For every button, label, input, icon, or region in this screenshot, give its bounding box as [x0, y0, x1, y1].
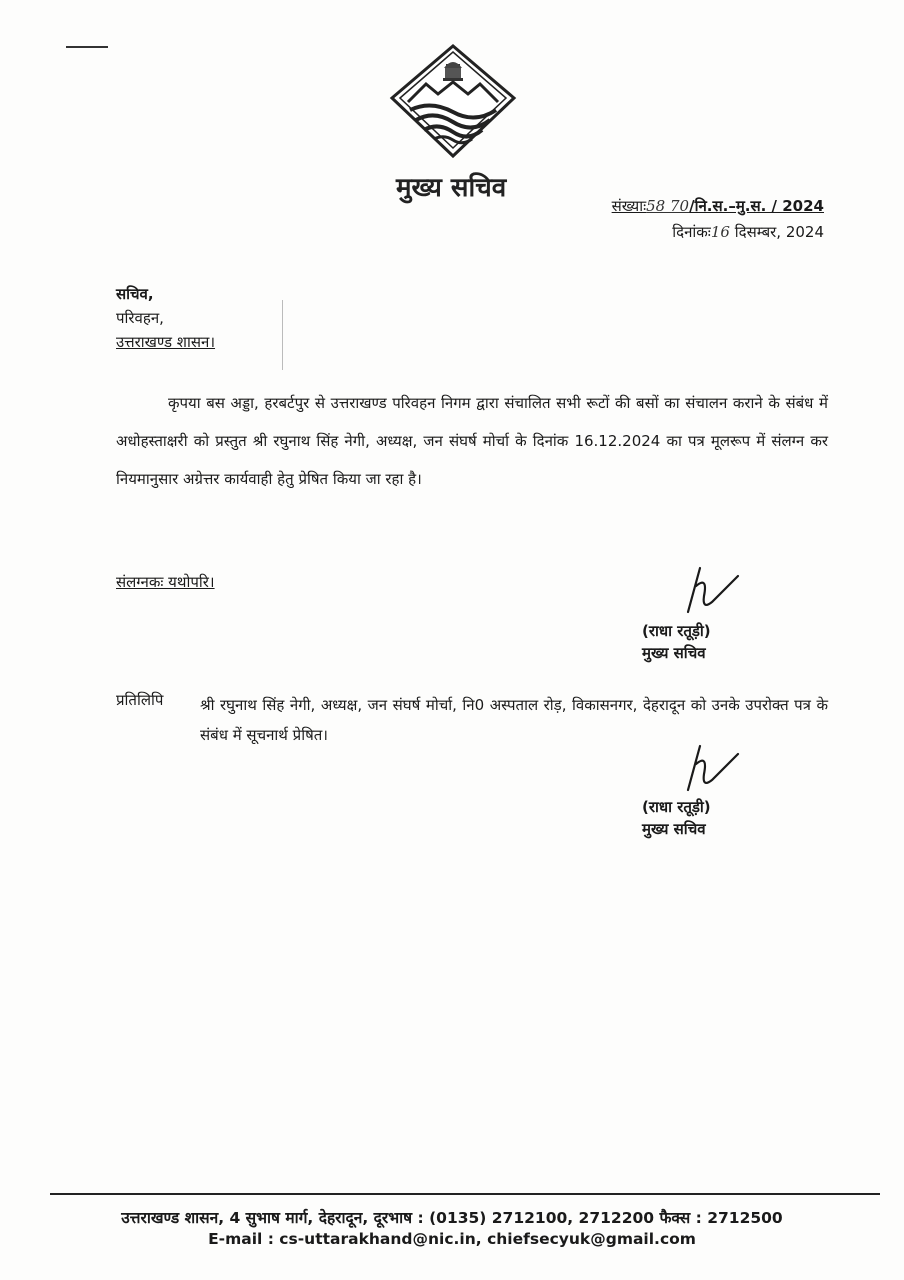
- letter-date: [672, 222, 824, 242]
- state-emblem-icon: [386, 40, 520, 160]
- reference-label: संख्याः: [611, 197, 647, 215]
- addressee-block: [116, 282, 215, 354]
- date-handwritten-day: 16: [710, 223, 730, 241]
- signatory-2: [642, 796, 711, 840]
- copy-text: श्री रघुनाथ सिंह नेगी, अध्यक्ष, जन संघर्ष मोर्चा, नि0 अस्पताल रोड़, विकासनगर, देहरादून को उनके उपरोक्त पत्र के संबंध में सूचनार्थ प्रेषित।: [200, 696, 828, 744]
- addressee-line-1: सचिव,: [116, 285, 154, 303]
- enclosure-text: संलग्नकः यथोपरि।: [116, 573, 215, 591]
- addressee-line-3: उत्तराखण्ड शासन।: [116, 333, 216, 351]
- footer-divider: [50, 1193, 880, 1195]
- body-paragraph: कृपया बस अड्डा, हरबर्टपुर से उत्तराखण्ड परिवहन निगम द्वारा संचालित सभी रूटों की बसों का संचालन कराने के संबंध में अधोहस्ताक्षरी को प्रस्तुत श्री रघुनाथ सिंह नेगी, अध्यक्ष, जन संघर्ष मोर्चा के दिनांक 16.12.2024 का पत्र मूलरूप में संलग्न कर नियमानुसार अग्रेत्तर कार्यवाही हेतु प्रेषित किया जा रहा है।: [116, 394, 828, 488]
- signatory-2-designation: मुख्य सचिव: [642, 820, 706, 838]
- scan-artifact-line: [282, 300, 283, 370]
- signature-2: [676, 744, 746, 794]
- office-title: मुख्य सचिव: [396, 173, 507, 203]
- footer-email: E-mail : cs-uttarakhand@nic.in, chiefsecyuk@gmail.com: [208, 1230, 696, 1248]
- addressee-line-2: परिवहन,: [116, 309, 164, 327]
- enclosure-note: [116, 572, 215, 592]
- signature-1: [676, 566, 746, 616]
- signatory-2-name: (राधा रतूड़ी): [642, 798, 711, 816]
- reference-handwritten-number: 58 70: [646, 197, 690, 215]
- signatory-1-designation: मुख्य सचिव: [642, 644, 706, 662]
- footer-address: उत्तराखण्ड शासन, 4 सुभाष मार्ग, देहरादून, दूरभाष : (0135) 2712100, 2712200 फैक्स : 2712500: [121, 1209, 783, 1227]
- top-mark: [66, 46, 108, 48]
- date-label: दिनांकः: [672, 223, 711, 241]
- date-rest: दिसम्बर, 2024: [734, 223, 824, 241]
- signatory-1-name: (राधा रतूड़ी): [642, 622, 711, 640]
- reference-number: [612, 196, 824, 216]
- copy-label: प्रतिलिपि: [116, 691, 164, 709]
- signatory-1: [642, 620, 711, 664]
- reference-suffix: /नि.स.–मु.स. / 2024: [689, 197, 824, 215]
